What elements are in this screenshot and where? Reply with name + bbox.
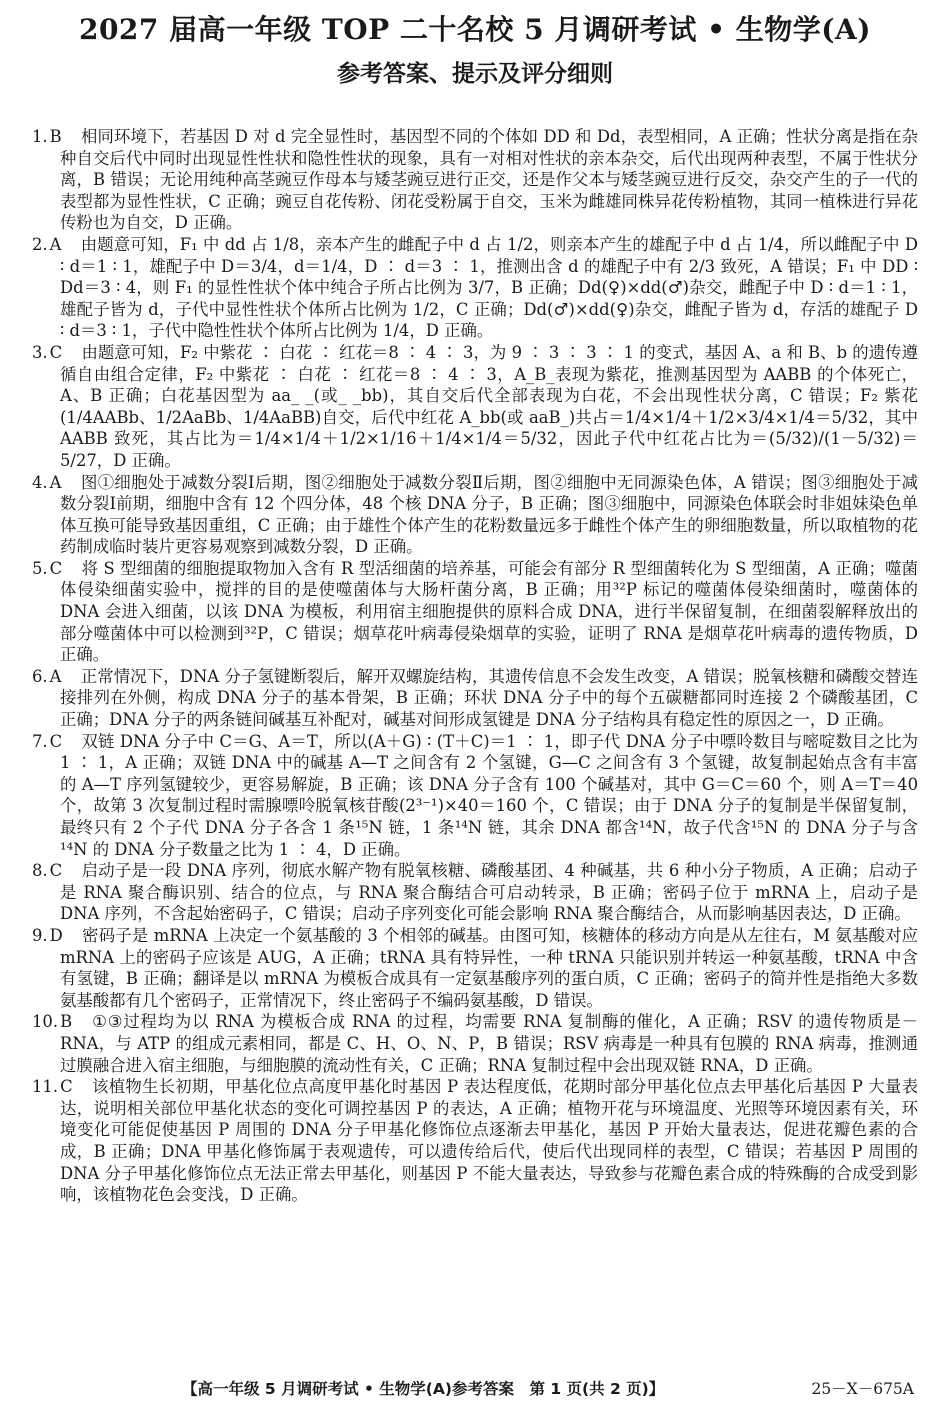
answer-number: 7. C	[32, 731, 63, 751]
answer-number: 2. A	[32, 234, 62, 254]
answer-explanation: 双链 DNA 分子中 C＝G、A＝T，所以(A＋G) ∶ (T＋C)＝1 ∶ 1，即子代 DNA 分子中嘌呤数目与嘧啶数目之比为 1 ∶ 1，A 正确；双链 DNA 中的碱基 A—T 之间含有 2 个氢键，G—C 之间含有 3 个氢键，故复制起始点含有丰富的 A—T 序列氢键较少，更容易解旋，B 正确；该 DNA 分子含有 100 个碱基对，其中 G＝C＝60 个，则 A＝T＝40 个，故第 3 次复制过程时需腺嘌呤脱氧核苷酸(2³⁻¹)×40＝160 个，C 错误；由于 DNA 分子的复制是半保留复制，最终只有 2 个子代 DNA 分子各含 1 条¹⁵N 链，1 条¹⁴N 链，其余 DNA 都含¹⁴N，故子代含¹⁵N 的 DNA 分子与含¹⁴N 的 DNA 分子数量之比为 1 ∶ 4，D 正确。	[60, 731, 918, 859]
answer-item-1	[32, 126, 918, 234]
answer-item-2	[32, 234, 918, 342]
answer-explanation: 正常情况下，DNA 分子氢键断裂后，解开双螺旋结构，其遗传信息不会发生改变，A 错误；脱氧核糖和磷酸交替连接排列在外侧，构成 DNA 分子的基本骨架，B 正确；环状 DNA 分子中的每个五碳糖都同时连接 2 个磷酸基团，C 正确；DNA 分子的两条链间碱基互补配对，碱基对间形成氢键是 DNA 分子结构具有稳定性的原因之一，D 正确。	[60, 666, 918, 730]
answer-explanation: ①③过程均为以 RNA 为模板合成 RNA 的过程，均需要 RNA 复制酶的催化，A 正确；RSV 的遗传物质是－RNA，与 ATP 的组成元素相同，都是 C、H、O、N、P，B 错误；RSV 病毒是一种具有包膜的 RNA 病毒，推测通过膜融合进入宿主细胞，与细胞膜的流动性有关，C 正确；RNA 复制过程中会出现双链 RNA，D 正确。	[60, 1012, 918, 1075]
answer-item-9	[32, 925, 918, 1011]
answer-explanation: 相同环境下，若基因 D 对 d 完全显性时，基因型不同的个体如 DD 和 Dd，表型相同，A 正确；性状分离是指在杂种自交后代中同时出现显性性状和隐性性状的现象，具有一对相对性状的亲本杂交，后代出现两种表型，不属于性状分离，B 错误；无论用纯种高茎豌豆作母本与矮茎豌豆进行正交，还是作父本与矮茎豌豆进行反交，杂交产生的子一代的表型都为显性性状，C 正确；豌豆自花传粉、闭花受粉属于自交，玉米为雌雄同株异花传粉植物，其同一植株进行异花传粉也为自交，D 正确。	[60, 127, 918, 233]
answer-item-8	[32, 860, 918, 925]
answer-explanation: 图①细胞处于减数分裂Ⅰ后期，图②细胞处于减数分裂Ⅱ后期，图②细胞中无同源染色体，A 错误；图③细胞处于减数分裂Ⅰ前期，细胞中含有 12 个四分体，48 个核 DNA 分子，B 正确；图③细胞中，同源染色体联会时非姐妹染色单体互换可能导致基因重组，C 正确；由于雄性个体产生的花粉数量远多于雌性个体产生的卵细胞数量，所以取植物的花药制成临时装片更容易观察到减数分裂，D 正确。	[60, 472, 918, 557]
answer-item-11	[32, 1076, 918, 1206]
page-subtitle: 参考答案、提示及评分细则	[337, 61, 613, 87]
answer-item-5	[32, 558, 918, 666]
answer-number: 8. C	[32, 861, 63, 881]
answer-number: 10. B	[32, 1012, 73, 1032]
answer-item-10	[32, 1011, 918, 1076]
answer-item-4	[32, 472, 918, 558]
footer-page-info: 【高一年级 5 月调研考试 • 生物学(A)参考答案 第 1 页(共 2 页)】	[182, 1380, 665, 1398]
answer-explanation: 由题意可知，F₂ 中紫花 ∶ 白花 ∶ 红花＝8 ∶ 4 ∶ 3，为 9 ∶ 3 ∶ 3 ∶ 1 的变式，基因 A、a 和 B、b 的遗传遵循自由组合定律，F₂ 中紫花 ∶ 白花 ∶ 红花＝8 ∶ 4 ∶ 3，A_B_表现为紫花，推测基因型为 AABB 的个体死亡，A、B 正确；白花基因型为 aa_ _(或_ _bb)，其自交后代全部表现为白花，不会出现性状分离，C 错误；F₂ 紫花(1/4AABb、1/2AaBb、1/4AaBB)自交，后代中红花 A_bb(或 aaB_)共占＝1/4×1/4＋1/2×3/4×1/4＝5/32，其中 AABB 致死，其占比为＝1/4×1/4＋1/2×1/16＋1/4×1/4＝5/32，因此子代中红花占比为＝(5/32)/(1－5/32)＝5/27，D 正确。	[60, 342, 918, 470]
page-header	[0, 10, 950, 92]
answer-explanation: 由题意可知，F₁ 中 dd 占 1/8，亲本产生的雌配子中 d 占 1/2，则亲本产生的雄配子中 d 占 1/4，所以雌配子中 D ∶ d＝1 ∶ 1，雄配子中 D＝3/4，d＝1/4，D ∶ d＝3 ∶ 1，推测出含 d 的雄配子中有 2/3 致死，A 错误；F₁ 中 DD ∶ Dd＝3 ∶ 4，则 F₁ 的显性性状个体中纯合子所占比例为 3/7，B 正确；Dd(♀)×dd(♂)杂交，雌配子中 D ∶ d＝1 ∶ 1，雄配子皆为 d，子代中显性性状个体所占比例为 1/2，C 正确；Dd(♂)×dd(♀)杂交，雌配子皆为 d，存活的雄配子 D ∶ d＝3 ∶ 1，子代中隐性性状个体所占比例为 1/4，D 正确。	[60, 234, 918, 341]
answer-explanation: 将 S 型细菌的细胞提取物加入含有 R 型活细菌的培养基，可能会有部分 R 型细菌转化为 S 型细菌，A 正确；噬菌体侵染细菌实验中，搅拌的目的是使噬菌体与大肠杆菌分离，B 正确；用³²P 标记的噬菌体侵染细菌时，噬菌体的 DNA 会进入细菌，以该 DNA 为模板，利用宿主细胞提供的原料合成 DNA，进行半保留复制，在细菌裂解释放出的部分噬菌体中可以检测到³²P，C 错误；烟草花叶病毒侵染烟草的实验，证明了 RNA 是烟草花叶病毒的遗传物质，D 正确。	[60, 558, 918, 665]
answer-number: 6. A	[32, 666, 62, 686]
answer-number: 9. D	[32, 925, 63, 945]
answer-number: 11. C	[32, 1077, 73, 1097]
answer-item-3	[32, 342, 918, 472]
answer-item-6	[32, 666, 918, 731]
answer-explanation: 启动子是一段 DNA 序列，彻底水解产物有脱氧核糖、磷酸基团、4 种碱基，共 6 种小分子物质，A 正确；启动子是 RNA 聚合酶识别、结合的位点，与 RNA 聚合酶结合可启动转录，B 正确；密码子位于 mRNA 上，启动子是 DNA 序列，不含起始密码子，C 错误；启动子序列变化可能会影响 RNA 聚合酶结合，从而影响基因表达，D 正确。	[60, 861, 918, 924]
footer-exam-code: 25－X－675A	[811, 1380, 914, 1398]
answer-number: 1. B	[32, 127, 62, 146]
answer-explanation: 该植物生长初期，甲基化位点高度甲基化时基因 P 表达程度低，花期时部分甲基化位点去甲基化后基因 P 大量表达，说明相关部位甲基化状态的变化可调控基因 P 的表达，A 正确；植物开花与环境温度、光照等环境因素有关，环境变化可能促使基因 P 周围的 DNA 分子甲基化修饰位点逐渐去甲基化，基因 P 开始大量表达，促进花瓣色素的合成，B 正确；DNA 甲基化修饰属于表观遗传，可以遗传给后代，使后代出现同样的表型，C 错误；若基因 P 周围的 DNA 分子甲基化修饰位点无法正常去甲基化，则基因 P 不能大量表达，导致参与花瓣色素合成的特殊酶的合成受到影响，该植物花色会变浅，D 正确。	[60, 1077, 918, 1205]
answer-explanation: 密码子是 mRNA 上决定一个氨基酸的 3 个相邻的碱基。由图可知，核糖体的移动方向是从左往右，M 氨基酸对应 mRNA 上的密码子应该是 AUG，A 正确；tRNA 具有特异性，一种 tRNA 只能识别并转运一种氨基酸，tRNA 中含有氢键，B 正确；翻译是以 mRNA 为模板合成具有一定氨基酸序列的蛋白质，C 正确；密码子的简并性是指绝大多数氨基酸都有几个密码子，正常情况下，终止密码子不编码氨基酸，D 错误。	[60, 925, 918, 1010]
page-title: 2027 届高一年级 TOP 二十名校 5 月调研考试 • 生物学(A)	[78, 13, 872, 46]
answer-number: 3. C	[32, 342, 63, 362]
answer-number: 4. A	[32, 472, 62, 492]
answer-item-7	[32, 731, 918, 861]
answer-list	[32, 126, 918, 1206]
answer-number: 5. C	[32, 558, 63, 578]
